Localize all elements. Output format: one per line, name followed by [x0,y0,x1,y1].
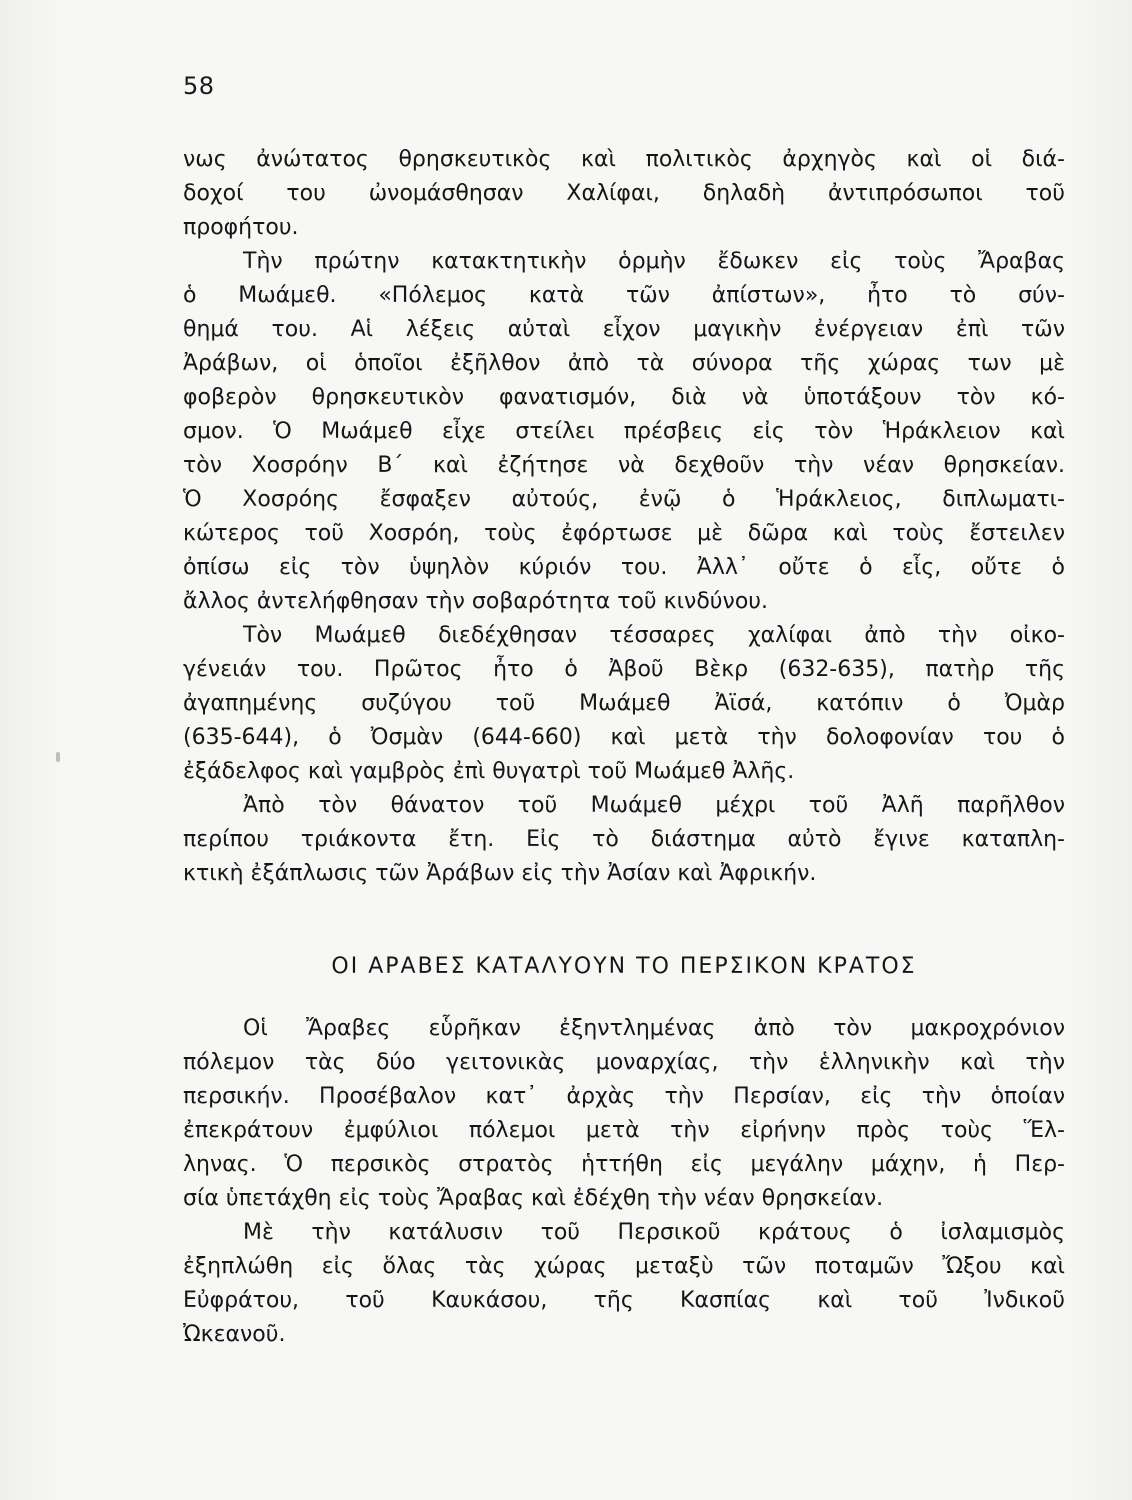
text-line: (635-644), ὁ Ὀσμὰν (644-660) καὶ μετὰ τὴν δολοφονίαν του ὁ [183,725,1065,750]
text-line: δοχοί του ὠνομάσθησαν Χαλίφαι, δηλαδὴ ἀντιπρόσωποι τοῦ [183,181,1065,206]
section-2-text [183,1012,1065,1357]
text-line: πόλεμον τὰς δύο γειτονικὰς μοναρχίας, τὴν ἑλληνικὴν καὶ τὴν [183,1050,1065,1075]
margin-speck [56,752,60,762]
text-line: περσικήν. Προσέβαλον κατ᾽ ἀρχὰς τὴν Περσίαν, εἰς τὴν ὁποίαν [183,1084,1065,1109]
text-line: ἐξηπλώθη εἰς ὅλας τὰς χώρας μεταξὺ τῶν ποταμῶν Ὤξου καὶ [183,1254,1065,1279]
paragraph-start-line: Μὲ τὴν κατάλυσιν τοῦ Περσικοῦ κράτους ὁ ἰσλαμισμὸς [243,1220,1065,1245]
paragraph-start-line: Ἀπὸ τὸν θάνατον τοῦ Μωάμεθ μέχρι τοῦ Ἀλῆ παρῆλθον [243,793,1065,818]
text-line: ὁ Μωάμεθ. «Πόλεμος κατὰ τῶν ἀπίστων», ἦτο τὸ σύν- [183,283,1065,308]
text-line: σία ὑπετάχθη εἰς τοὺς Ἄραβας καὶ ἐδέχθη τὴν νέαν θρησκείαν. [183,1186,884,1211]
text-line: ὀπίσω εἰς τὸν ὑψηλὸν κύριόν του. Ἀλλ᾽ οὔτε ὁ εἷς, οὔτε ὁ [183,555,1065,580]
text-line: κτικὴ ἐξάπλωσις τῶν Ἀράβων εἰς τὴν Ἀσίαν καὶ Ἀφρικήν. [183,861,817,886]
text-line: ληνας. Ὁ περσικὸς στρατὸς ἡττήθη εἰς μεγάλην μάχην, ἡ Περ- [183,1152,1065,1177]
text-line: ἄλλος ἀντελήφθησαν τὴν σοβαρότητα τοῦ κινδύνου. [183,589,768,614]
text-line: ἀγαπημένης συζύγου τοῦ Μωάμεθ Ἀϊσά, κατόπιν ὁ Ὀμὰρ [183,691,1065,716]
text-line: κώτερος τοῦ Χοσρόη, τοὺς ἐφόρτωσε μὲ δῶρα καὶ τοὺς ἔστειλεν [183,521,1065,546]
text-line: τὸν Χοσρόην Β΄ καὶ ἐζήτησε νὰ δεχθοῦν τὴν νέαν θρησκείαν. [183,453,1065,478]
text-line: σμον. Ὁ Μωάμεθ εἶχε στείλει πρέσβεις εἰς τὸν Ἡράκλειον καὶ [183,419,1065,444]
text-line: νως ἀνώτατος θρησκευτικὸς καὶ πολιτικὸς ἀρχηγὸς καὶ οἱ διά- [183,147,1065,172]
text-line: Ὁ Χοσρόης ἔσφαξεν αὐτούς, ἐνῷ ὁ Ἡράκλειος, διπλωματι- [183,487,1065,512]
text-line: ἐξάδελφος καὶ γαμβρὸς ἐπὶ θυγατρὶ τοῦ Μωάμεθ Ἀλῆς. [183,759,795,784]
paragraph-start-line: Τὸν Μωάμεθ διεδέχθησαν τέσσαρες χαλίφαι ἀπὸ τὴν οἰκο- [243,623,1065,648]
section-heading: ΟΙ ΑΡΑΒΕΣ ΚΑΤΑΛΥΟΥΝ ΤΟ ΠΕΡΣΙΚΟΝ ΚΡΑΤΟΣ [331,954,917,979]
text-line: Ὠκεανοῦ. [183,1322,286,1347]
paragraph-start-line: Οἱ Ἄραβες εὗρῆκαν ἐξηντλημένας ἀπὸ τὸν μακροχρόνιον [243,1016,1065,1041]
page-number: 58 [183,72,215,100]
text-line: ἐπεκράτουν ἐμφύλιοι πόλεμοι μετὰ τὴν εἰρήνην πρὸς τοὺς Ἕλ- [183,1118,1065,1143]
text-line: φοβερὸν θρησκευτικὸν φανατισμόν, διὰ νὰ ὑποτάξουν τὸν κό- [183,385,1065,410]
text-line: γένειάν του. Πρῶτος ἦτο ὁ Ἀβοῦ Βὲκρ (632-635), πατὴρ τῆς [183,657,1065,682]
text-line: Ἀράβων, οἱ ὁποῖοι ἐξῆλθον ἀπὸ τὰ σύνορα τῆς χώρας των μὲ [183,351,1065,376]
paragraph-start-line: Τὴν πρώτην κατακτητικὴν ὁρμὴν ἔδωκεν εἰς τοὺς Ἄραβας [243,249,1065,274]
text-line: περίπου τριάκοντα ἔτη. Εἰς τὸ διάστημα αὐτὸ ἔγινε καταπλη- [183,827,1065,852]
text-line: θημά του. Αἱ λέξεις αὐταὶ εἶχον μαγικὴν ἐνέργειαν ἐπὶ τῶν [183,317,1065,342]
text-line: Εὐφράτου, τοῦ Καυκάσου, τῆς Κασπίας καὶ τοῦ Ἰνδικοῦ [183,1288,1065,1313]
text-line: προφήτου. [183,215,299,240]
section-1-text [183,143,1065,903]
